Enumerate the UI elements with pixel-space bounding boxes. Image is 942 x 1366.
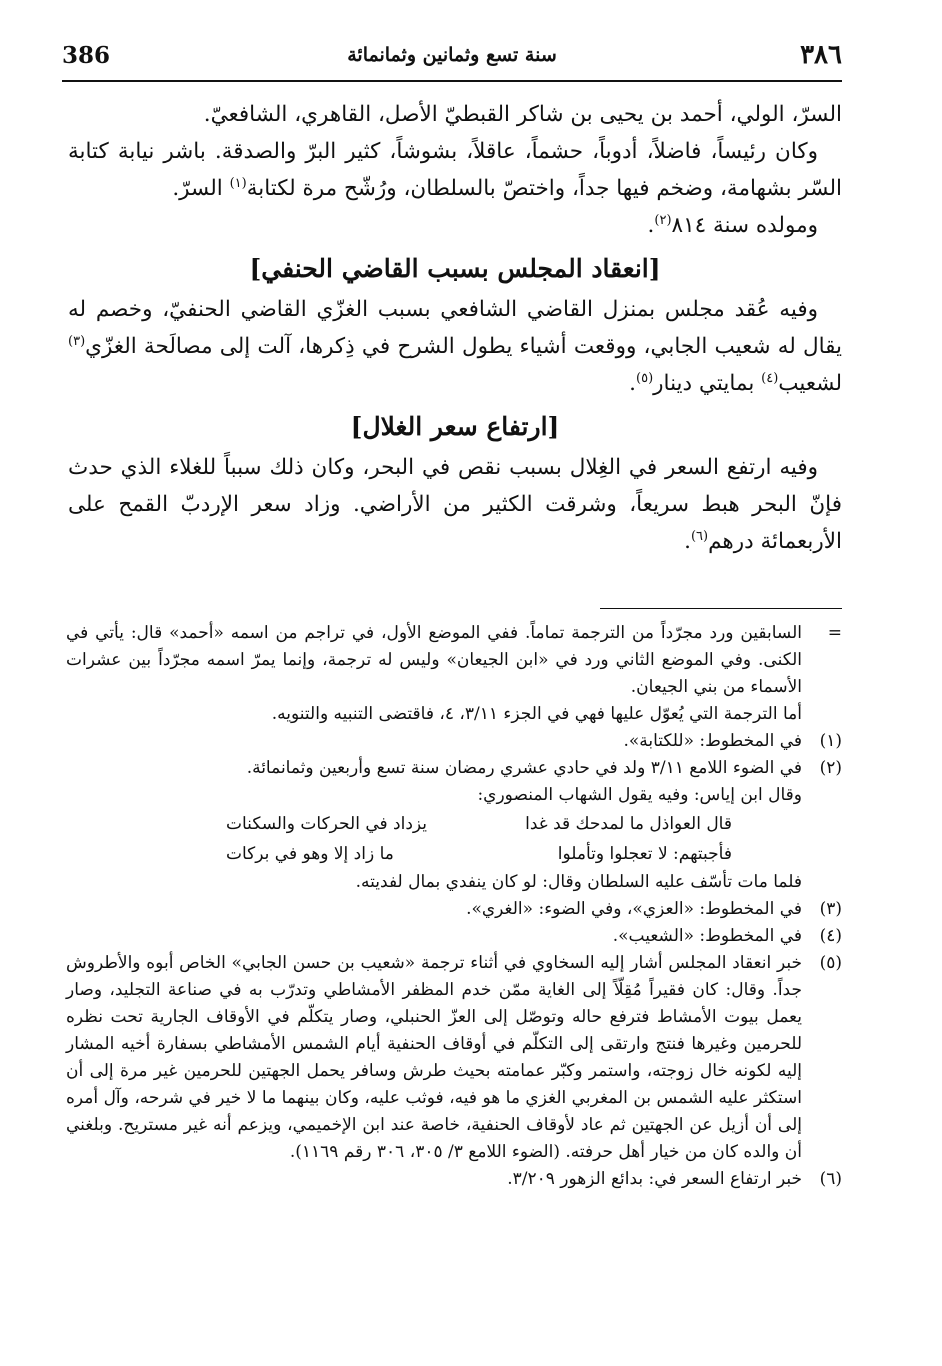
paragraph-1: السرّ، الولي، أحمد بن يحيى بن شاكر القبطيّ الأصل، القاهري، الشافعيّ.	[203, 102, 842, 127]
footnote-6	[66, 1166, 842, 1193]
footnote-ref-4[interactable]: (٤)	[761, 370, 779, 386]
verse-1-second-hemistich: يزداد في الحركات والسكنات	[226, 814, 427, 834]
paragraph-4	[68, 291, 842, 402]
paragraph-3-end: .	[647, 213, 655, 238]
verse-line-1	[66, 809, 842, 839]
footnote-2-end: فلما مات تأسّف عليه السلطان وقال: لو كان ينفدي بمال لفديته.	[355, 872, 802, 892]
footnote-5-text: خبر انعقاد المجلس أشار إليه السخاوي في أثناء ترجمة «شعيب بن حسن الجابي» الخاص أبوه والأطروش جداً. وقال: كان فقيراً مُقِلّاً إلى الغاية ممّن خدم المظفر الأمشاطي وتدرّب به في صناعة التجليد، وصار يعمل بيوت الأمشاط فترفع حاله وتوصّل إلى العزّ الحنبلي، وصار يتكلّم في الأوقاف الجارية تحت نظره للحرمين وغيرها فنتج وارتقى إلى التكلّم في أوقاف الحنفية أيام الشمس الأمشاطي بسفارة أخيه المشار إليه لكونه خال زوجته، واستمر وكبّر عمامته بحيث طرش وسافر يحمل الجهتين للحرمين غير مرة إلى أن استكثر عليه الشمس بن المغربي الغزي ما هو فيه، فوثب عليه، وكان بينهما ما لا خير في شرحه، وآل أمره إلى أن أزيل عن الجهتين ثم عاد لأوقاف الحنفية، خاصة عند ابن الإخميمي، ويزعم أنه غير مستريح. وبلغني أن والده كان من خيار أهل حرفته. (الضوء اللامع ٣/ ٣٠٥، ٣٠٦ رقم ١١٦٩).	[66, 953, 802, 1162]
footnote-2-text: في الضوء اللامع ٣/١١ ولد في حادي عشري رمضان سنة تسع وأربعين وثمانمائة.	[246, 758, 802, 778]
paragraph-5-text: وفيه ارتفع السعر في الغِلال بسبب نقص في البحر، وكان ذلك سبباً للغلاء الذي حدث فإنّ البحر هبط سريعاً، وشرقت الكثير من الأراضي. وزاد سعر الإردبّ القمح على الأربعمائة درهم	[68, 455, 842, 554]
footnote-6-text: خبر ارتفاع السعر في: بدائع الزهور ٣/٢٠٩.	[507, 1169, 802, 1189]
footnote-continuation	[66, 620, 842, 701]
page-number-latin: 386	[62, 42, 111, 69]
footnote-2	[66, 755, 842, 782]
footnote-4-number: (٤)	[819, 926, 842, 946]
footnote-ref-6[interactable]: (٦)	[690, 528, 709, 544]
paragraph-4-text: وفيه عُقد مجلس بمنزل القاضي الشافعي بسبب الغزّي القاضي الحنفيّ، وخصم له يقال له شعيب الجابي، ووقعت أشياء يطول الشرح في ذِكرها، آلت إلى مصالَحة الغزّي	[68, 297, 842, 359]
footnote-4	[66, 923, 842, 950]
paragraph-4-text-b: لشعيب	[778, 371, 842, 396]
footnote-2-number: (٢)	[819, 758, 842, 778]
footnotes	[66, 620, 842, 1193]
footnote-ref-3[interactable]: (٣)	[68, 333, 86, 349]
footnote-continuation-text: السابقين ورد مجرّداً من الترجمة تماماً. ففي الموضع الأول، في تراجم من اسمه «أحمد» قال: يأتي في الكنى. وفي الموضع الثاني ورد في «ابن الجيعان» وليس له ترجمة، وإنما يمرّ اسمه مجرّداً بين عشرات الأسماء من بني الجيعان.	[66, 623, 802, 697]
header-rule	[62, 80, 842, 82]
footnote-ref-5[interactable]: (٥)	[636, 370, 654, 386]
paragraph-3	[68, 207, 842, 244]
footnote-1-number: (١)	[819, 731, 842, 751]
continuation-marker: =	[827, 623, 842, 643]
paragraph-3-text: ومولده سنة ٨١٤	[671, 213, 818, 238]
footnote-6-number: (٦)	[819, 1169, 842, 1189]
footnote-1-text: في المخطوط: «للكتابة».	[623, 731, 802, 751]
footnote-ref-1[interactable]: (١)	[229, 175, 247, 191]
section-heading-grain-prices: [ارتفاع سعر الغلال]	[350, 412, 560, 441]
verse-2-second-hemistich: ما زاد إلا وهو في بركات	[226, 844, 394, 864]
footnote-4-text: في المخطوط: «الشعيب».	[612, 926, 802, 946]
paragraph-2-text: وكان رئيساً، فاضلاً، أدوباً، حشماً، عاقلاً، بشوشاً، كثير البرّ والصدقة. باشر نيابة كتابة السّر بشهامة، وضخم فيها جداً، واختصّ بالسلطان، ورُشّح مرة لكتابة	[68, 139, 842, 201]
verse-1-first-hemistich: قال العواذل ما لمدحك قد غدا	[525, 814, 732, 834]
paragraph-5-end: .	[684, 529, 691, 554]
verse-2-first-hemistich: فأجبتهم: لا تعجلوا وتأملوا	[557, 844, 732, 864]
footnote-5	[66, 950, 842, 1166]
footnote-5-number: (٥)	[819, 953, 842, 973]
section-heading-council: [انعقاد المجلس بسبب القاضي الحنفي]	[249, 254, 661, 283]
verse-line-2	[66, 839, 842, 869]
page-number-arabic: ٣٨٦	[800, 40, 842, 70]
footnote-3	[66, 896, 842, 923]
footnote-rule	[600, 608, 842, 609]
footnote-continuation-text-2: أما الترجمة التي يُعوّل عليها فهي في الجزء ٣/١١، ٤، فاقتضى التنبيه والتنويه.	[271, 704, 802, 724]
running-title: سنة تسع وثمانين وثمانمائة	[347, 44, 557, 66]
paragraph-5	[68, 449, 842, 560]
footnote-ref-2[interactable]: (٢)	[654, 212, 672, 228]
footnote-2-sub: وقال ابن إياس: وفيه يقول الشهاب المنصوري:	[477, 785, 802, 805]
paragraph-2-end: السرّ.	[172, 176, 230, 201]
footnote-3-text: في المخطوط: «العزي»، وفي الضوء: «الغري».	[466, 899, 802, 919]
footnote-1	[66, 728, 842, 755]
footnote-3-number: (٣)	[819, 899, 842, 919]
paragraph-4-end: .	[629, 371, 636, 396]
page-header	[62, 42, 842, 78]
paragraph-2	[68, 133, 842, 207]
main-text	[68, 96, 842, 560]
paragraph-4-text-c: بمايتي دينار	[653, 371, 762, 396]
